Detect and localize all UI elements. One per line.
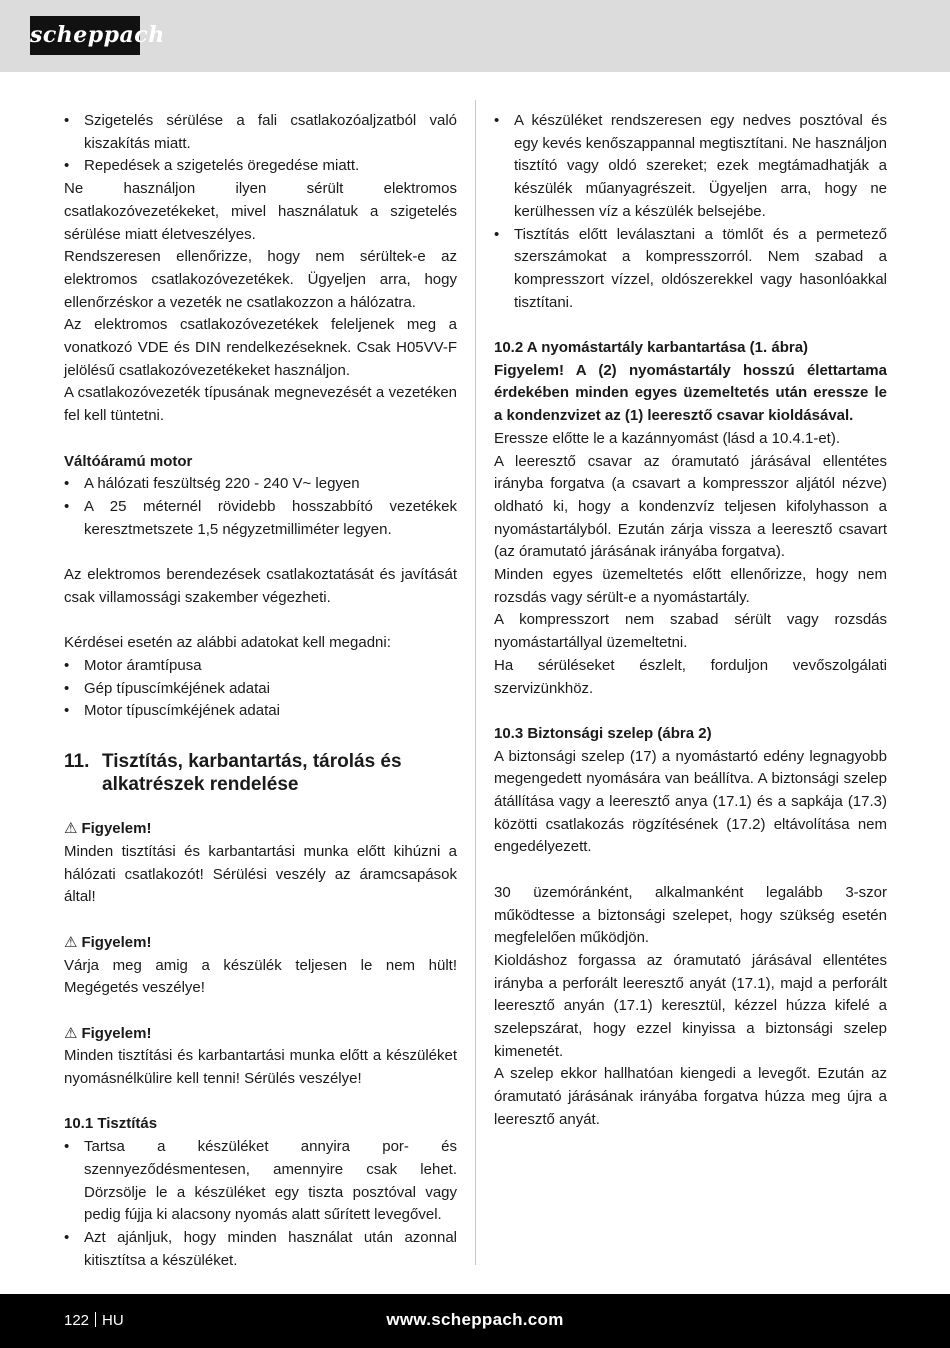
left-column (64, 110, 457, 1272)
cleaning-list-continued (494, 110, 887, 314)
list-item: • Motor típuscímkéjének adatai (64, 700, 457, 723)
insulation-damage-list (64, 110, 457, 178)
column-divider (475, 100, 476, 1265)
warning-heading: ⚠ Figyelem! (64, 818, 457, 841)
list-item: • A hálózati feszültség 220 - 240 V~ legyen (64, 473, 457, 496)
paragraph: Ne használjon ilyen sérült elektromos csatlakozóvezetékeket, mivel használatuk a szigetelés sérülése miatt életveszélyes. (64, 180, 457, 243)
bullet-icon: • (64, 1228, 70, 1246)
paragraph: Az elektromos berendezések csatlakoztatását és javítását csak villamossági szakember végezheti. (64, 566, 457, 606)
bullet-icon: • (494, 225, 500, 243)
paragraph: A leeresztő csavar az óramutató járásával ellentétes irányba forgatva (a csavart a kompresszor aljától nézve) oldható ki, hogy a kondenzvíz teljesen kifolyhasson a nyomástartályból. Ezután zárja vissza a leeresztő csavart (az óramutató járásának irányába forgatva). (494, 452, 887, 561)
bullet-icon: • (64, 679, 70, 697)
paragraph: 30 üzemóránként, alkalmanként legalább 3-szor működtesse a biztonsági szelepet, hogy szükség esetén megfelelően működjön. (494, 883, 887, 947)
pressure-tank-heading: 10.2 A nyomástartály karbantartása (1. ábra) (494, 339, 809, 357)
paragraph: Ha sérüléseket észlelt, forduljon vevőszolgálati szervizünkhöz. (494, 656, 887, 697)
paragraph: A kompresszort nem szabad sérült vagy rozsdás nyomástartállyal üzemeltetni. (494, 611, 887, 652)
list-item: • Motor áramtípusa (64, 655, 457, 678)
list-item: • A 25 méternél rövidebb hosszabbító vezetékek keresztmetszete 1,5 négyzetmilliméter legyen. (64, 497, 457, 538)
cleaning-heading: 10.1 Tisztítás (64, 1115, 158, 1133)
motor-list (64, 473, 457, 541)
paragraph: Minden egyes üzemeltetés előtt ellenőrizze, hogy nem rozsdás vagy sérült-e a nyomástartály. (494, 566, 887, 606)
bullet-icon: • (64, 112, 70, 129)
paragraph: Kérdései esetén az alábbi adatokat kell megadni: (64, 634, 391, 652)
paragraph: A biztonsági szelep (17) a nyomástartó edény legnagyobb megengedett nyomására van beállítva. A biztonsági szelep átállítása vagy a leeresztő anya (17.1) és a sapkája (17.3) közötti csatlakozás rögzítésének (17.2) eltávolítása nem engedélyezett. (494, 747, 887, 856)
question-data-list (64, 655, 457, 723)
paragraph: Várja meg amig a készülék teljesen le nem hült! Megégetés veszélye! (64, 956, 457, 997)
scheppach-logo: scheppach (30, 16, 140, 55)
bullet-icon: • (64, 656, 70, 674)
warning-heading: ⚠ Figyelem! (64, 932, 457, 955)
list-item: • Szigetelés sérülése a fali csatlakozóaljzatból való kiszakítás miatt. (64, 112, 457, 152)
section-title: Tisztítás, karbantartás, tárolás és alkatrészek rendelése (102, 750, 402, 795)
list-item: • Tisztítás előtt leválasztani a tömlőt és a permetező szerszámokat a kompresszorról. Nem szabad a kompresszort vízzel, oldószerekkel vagy hasonlóakkal tisztítani. (494, 225, 887, 311)
language-code: HU (102, 1312, 124, 1329)
pressure-tank-warning: Figyelem! A (2) nyomástartály hosszú élettartama érdekében minden egyes üzemeltetés után eressze le a kondenzvizet az (1) leeresztő csavar kioldásával. (494, 361, 887, 425)
warning-heading: ⚠ Figyelem! (64, 1023, 457, 1046)
cleaning-list (64, 1136, 457, 1272)
paragraph: A szelep ekkor hallhatóan kiengedi a levegőt. Ezután az óramutató járásának irányába forgatva húzza meg újra a leeresztő anyát. (494, 1065, 887, 1128)
list-item: • Repedések a szigetelés öregedése miatt. (64, 155, 457, 178)
safety-valve-heading: 10.3 Biztonsági szelep (ábra 2) (494, 724, 712, 742)
bullet-icon: • (64, 497, 70, 515)
warning-triangle-icon: ⚠ (64, 933, 78, 951)
list-item: • Tartsa a készüléket annyira por- és szennyeződésmentesen, amennyire csak lehet. Dörzsölje le a készüléket egy tiszta posztóval vagy pedig fújja ki alacsony nyomás alatt sűrített levegővel. (64, 1138, 457, 1224)
paragraph: A csatlakozóvezeték típusának megnevezését a vezetéken fel kell tüntetni. (64, 384, 457, 425)
bullet-icon: • (494, 112, 500, 129)
paragraph: Kioldáshoz forgassa az óramutató járásával ellentétes irányba a perforált leeresztő anyát (17.1), majd a perforált leeresztő anyán (17.1) keresztül, kézzel húzza kifelé a szelepszárat, hogy ezzel kinyissa a biztonsági szelep kimenetét. (494, 951, 887, 1060)
paragraph: Rendszeresen ellenőrizze, hogy nem sérültek-e az elektromos csatlakozóvezetékek. Ügyeljen arra, hogy ellenőrzéskor a vezeték ne csatlakozzon a hálózatra. (64, 248, 457, 311)
list-item: • Azt ajánljuk, hogy minden használat után azonnal kitisztítsa a készüléket. (64, 1228, 457, 1269)
bullet-icon: • (64, 157, 70, 175)
paragraph: Eressze előtte le a kazánnyomást (lásd a 10.4.1-et). (494, 429, 841, 447)
section-number: 11. (64, 750, 90, 772)
paragraph: Az elektromos csatlakozóvezetékek feleljenek meg a vonatkozó VDE és DIN rendelkezéseknek. Csak H05VV-F jelölésű csatlakozóvezetékeket használjon. (64, 316, 457, 379)
warning-triangle-icon: ⚠ (64, 1024, 78, 1042)
motor-heading: Váltóáramú motor (64, 452, 193, 470)
page-footer (0, 1294, 950, 1348)
list-item: • A készüléket rendszeresen egy nedves posztóval és egy kevés kenőszappannal megtisztítani. Ne használjon tisztító vagy oldó szereket; ezek megtámadhatják a készülék műanyagrészeit. Ügyeljen arra, hogy ne kerülhessen víz a készülék belsejébe. (494, 112, 887, 220)
bullet-icon: • (64, 702, 70, 720)
paragraph: Minden tisztítási és karbantartási munka előtt a készüléket nyomásnélkülire kell tenni! Sérülés veszélye! (64, 1047, 457, 1088)
paragraph: Minden tisztítási és karbantartási munka előtt kihúzni a hálózati csatlakozót! Sérülési veszély az áramcsapások által! (64, 843, 457, 906)
right-column (494, 110, 887, 1132)
page-number: 122 (64, 1312, 90, 1329)
page-header (0, 0, 950, 72)
section-11-heading (64, 750, 457, 796)
bullet-icon: • (64, 1138, 70, 1156)
website-url: www.scheppach.com (386, 1310, 564, 1329)
bullet-icon: • (64, 475, 70, 493)
list-item: • Gép típuscímkéjének adatai (64, 678, 457, 701)
warning-triangle-icon: ⚠ (64, 820, 78, 838)
